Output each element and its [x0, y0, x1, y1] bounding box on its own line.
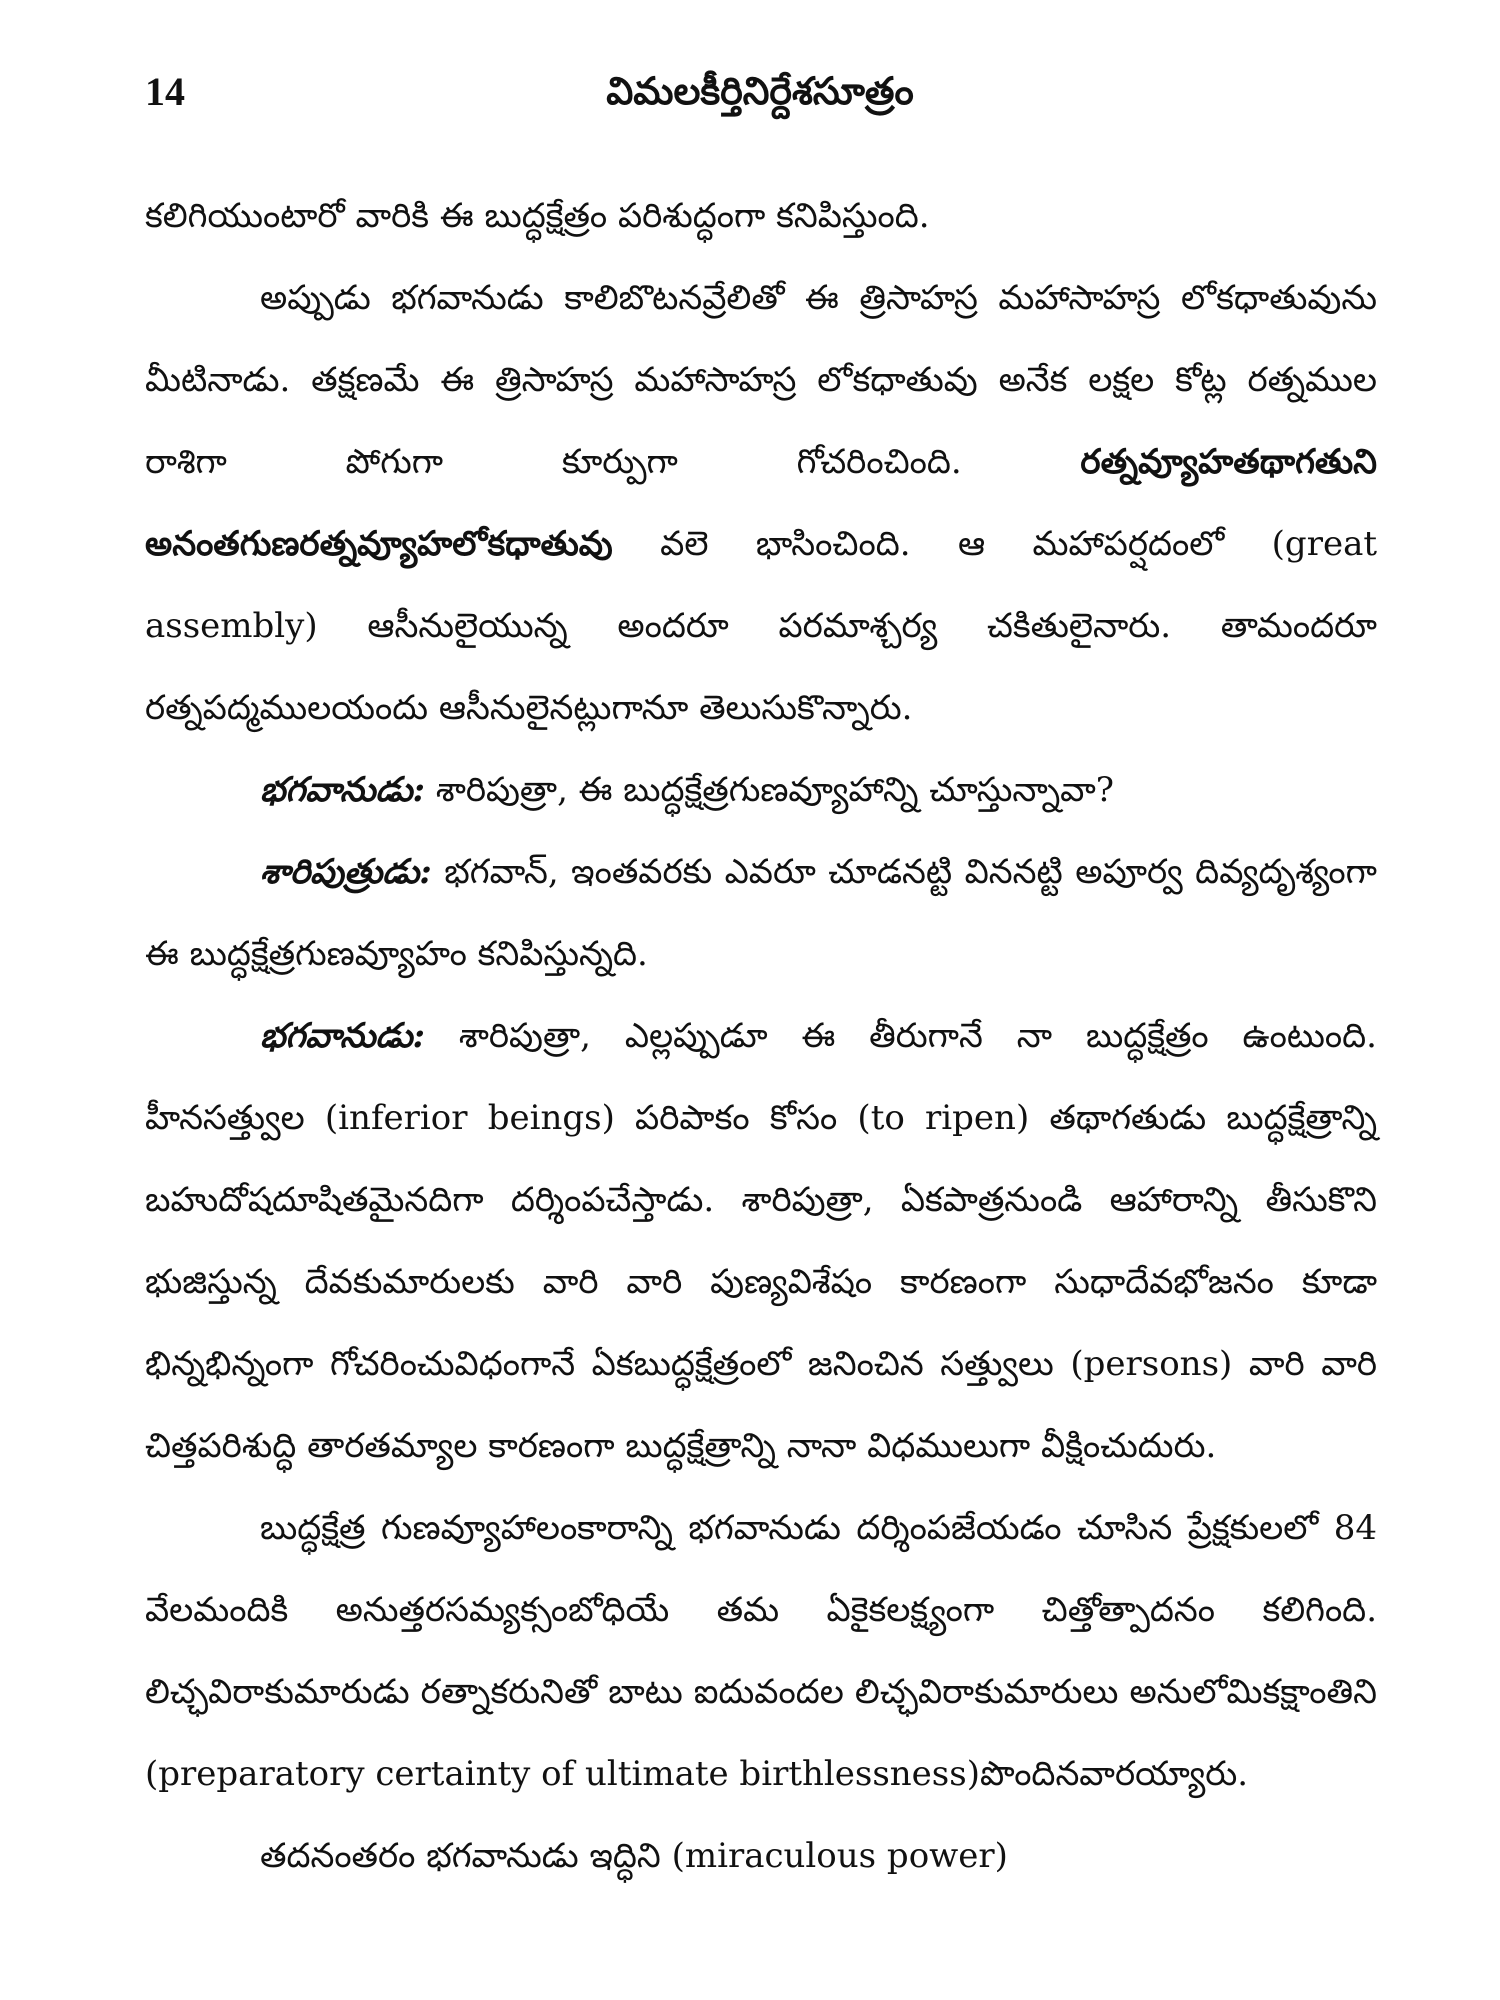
speaker-label: భగవానుడు:: [260, 1016, 426, 1056]
dialogue-line: [145, 749, 1377, 831]
page-header: [145, 68, 1375, 128]
speaker-label: భగవానుడు:: [260, 770, 426, 810]
paragraph: [145, 257, 1377, 749]
dialogue-line: [145, 995, 1377, 1487]
page-body: [145, 175, 1377, 1897]
paragraph-text: అప్పుడు భగవానుడు కాలిబొటనవ్రేలితో ఈ త్రిసాహస్ర మహాసాహస్ర లోకధాతువును మీటినాడు. తక్షణమే ఈ త్రిసాహస్ర మహాసాహస్ర లోకధాతువు అనేక లక్షల కోట్ల రత్నముల రాశిగా పోగుగా కూర్పుగా గోచరించింది.: [145, 278, 1377, 482]
page-title: విమలకీర్తినిర్దేశసూత్రం: [606, 68, 914, 113]
paragraph: కలిగియుంటారో వారికి ఈ బుద్ధక్షేత్రం పరిశుద్ధంగా కనిపిస్తుంది.: [145, 196, 930, 236]
dialogue-text: భగవాన్, ఇంతవరకు ఎవరూ చూడనట్టి విననట్టి అపూర్వ దివ్యదృశ్యంగా ఈ బుద్ధక్షేత్రగుణవ్యూహం కనిపిస్తున్నది.: [145, 852, 1377, 974]
paragraph: తదనంతరం భగవానుడు ఇద్ధిని (miraculous power): [260, 1836, 1008, 1876]
paragraph-text: వలె భాసించింది. ఆ మహాపర్షదంలో (great assembly) ఆసీనులైయున్న అందరూ పరమాశ్చర్య చకితులైనారు. తామందరూ రత్నపద్మములయందు ఆసీనులైనట్లుగానూ తెలుసుకొన్నారు.: [145, 524, 1378, 728]
dialogue-line: [145, 831, 1377, 995]
paragraph: బుద్ధక్షేత్ర గుణవ్యూహాలంకారాన్ని భగవానుడు దర్శింపజేయడం చూసిన ప్రేక్షకులలో 84 వేలమందికి అనుత్తరసమ్యక్సంబోధియే తమ ఏకైకలక్ష్యంగా చిత్తోత్పాదనం కలిగింది. లిచ్ఛవిరాకుమారుడు రత్నాకరునితో బాటు ఐదువందల లిచ్ఛవిరాకుమారులు అనులోమికక్షాంతిని (preparatory certainty of ultimate birthlessness)పొందినవారయ్యారు.: [145, 1508, 1377, 1794]
dialogue-text: శారిపుత్రా, ఎల్లప్పుడూ ఈ తీరుగానే నా బుద్ధక్షేత్రం ఉంటుంది. హీనసత్త్వుల (inferior beings) పరిపాకం కోసం (to ripen) తథాగతుడు బుద్ధక్షేత్రాన్ని బహుదోషదూషితమైనదిగా దర్శింపచేస్తాడు. శారిపుత్రా, ఏకపాత్రనుండి ఆహారాన్ని తీసుకొని భుజిస్తున్న దేవకుమారులకు వారి వారి పుణ్యవిశేషం కారణంగా సుధాదేవభోజనం కూడా భిన్నభిన్నంగా గోచరించువిధంగానే ఏకబుద్ధక్షేత్రంలో జనించిన సత్త్వులు (persons) వారి వారి చిత్తపరిశుద్ధి తారతమ్యాల కారణంగా బుద్ధక్షేత్రాన్ని నానా విధములుగా వీక్షించుదురు.: [145, 1016, 1377, 1466]
page-number: 14: [145, 69, 185, 114]
speaker-label: శారిపుత్రుడు:: [260, 852, 432, 892]
bold-phrase: రత్నవ్యూహతథాగతుని అనంతగుణరత్నవ్యూహలోకధాతువు: [145, 442, 1377, 564]
dialogue-text: శారిపుత్రా, ఈ బుద్ధక్షేత్రగుణవ్యూహాన్ని చూస్తున్నావా?: [435, 770, 1114, 810]
